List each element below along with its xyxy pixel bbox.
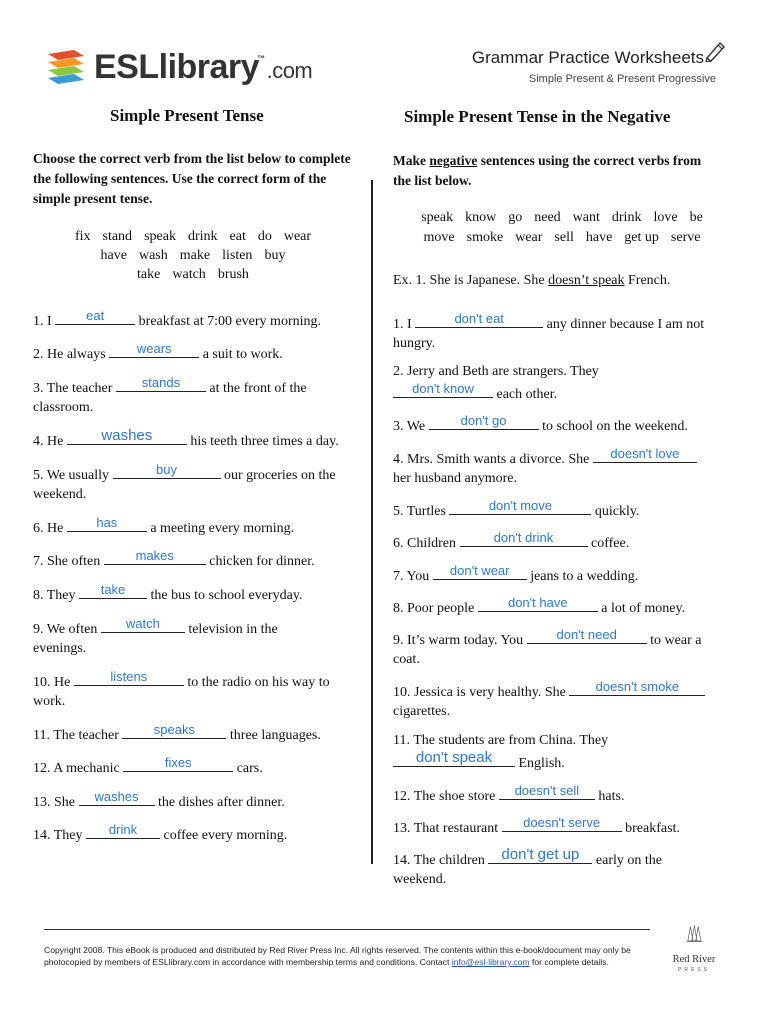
question-text: 14. They xyxy=(33,828,83,843)
question-text-continued: coffee every morning. xyxy=(163,828,288,843)
question-text-continued: breakfast. xyxy=(625,821,680,836)
question-item xyxy=(33,822,287,845)
question-text-continued: cars. xyxy=(236,761,263,776)
question-text: 9. We often xyxy=(33,622,98,637)
esl-library-logo-icon xyxy=(44,46,88,90)
question-item xyxy=(33,308,321,331)
answer-blank[interactable] xyxy=(113,462,221,479)
word-bank-word: get up xyxy=(624,230,659,245)
question-text: 12. The shoe store xyxy=(393,789,496,804)
answer-blank[interactable] xyxy=(123,755,233,772)
answer-text: doesn't sell xyxy=(514,783,580,798)
word-bank-word: wear xyxy=(283,229,312,244)
answer-blank[interactable] xyxy=(569,679,705,696)
word-bank-word: do xyxy=(257,229,272,244)
word-bank-row xyxy=(392,230,732,246)
answer-blank[interactable] xyxy=(101,616,185,633)
question-text-line2: cigarettes. xyxy=(393,704,451,719)
question-text: 7. She often xyxy=(33,554,101,569)
answer-blank[interactable] xyxy=(393,381,493,398)
esl-library-logo: ESLlibrary™.com xyxy=(94,48,313,86)
answer-text: don't eat xyxy=(454,311,504,326)
question-text-continued: to school on the weekend. xyxy=(542,419,688,434)
question-item xyxy=(393,679,705,721)
word-bank-word: move xyxy=(423,230,455,245)
question-text: 7. You xyxy=(393,569,430,584)
question-item xyxy=(33,341,283,364)
answer-text: doesn't love xyxy=(610,446,680,461)
question-item xyxy=(393,413,688,436)
question-text: 4. He xyxy=(33,434,64,449)
question-item xyxy=(393,731,608,773)
answer-blank[interactable] xyxy=(449,498,591,515)
question-text-continued: his teeth three times a day. xyxy=(190,434,339,449)
contact-email-link[interactable]: info@esl-library.com xyxy=(451,957,530,967)
word-bank-word: serve xyxy=(670,230,701,245)
answer-text: don't wear xyxy=(449,563,510,578)
question-text-continued: early on the xyxy=(595,853,662,868)
answer-text: take xyxy=(100,582,126,597)
question-text-continued: coffee. xyxy=(591,536,630,551)
question-item xyxy=(33,755,263,778)
red-river-books-icon xyxy=(668,924,722,954)
question-text-continued: at the front of the xyxy=(209,381,307,396)
answer-text: speaks xyxy=(153,722,195,737)
question-text: 13. She xyxy=(33,795,75,810)
answer-blank[interactable] xyxy=(122,722,226,739)
question-item xyxy=(393,595,685,618)
footer-divider xyxy=(44,929,650,930)
question-text-continued: the bus to school everyday. xyxy=(150,588,303,603)
question-text: 1. I xyxy=(33,314,52,329)
question-text: 11. The teacher xyxy=(33,728,119,743)
question-item xyxy=(393,563,638,586)
question-item xyxy=(33,669,330,711)
word-bank-row xyxy=(33,248,353,264)
question-text: 13. That restaurant xyxy=(393,821,499,836)
answer-blank[interactable] xyxy=(109,341,199,358)
question-text-continued: a meeting every morning. xyxy=(150,521,295,536)
question-text-continued: the dishes after dinner. xyxy=(158,795,285,810)
question-item xyxy=(393,847,662,889)
answer-blank[interactable] xyxy=(433,563,527,580)
answer-blank[interactable] xyxy=(478,595,598,612)
word-bank-word: go xyxy=(508,210,523,225)
question-item xyxy=(33,722,321,745)
question-text-continued: three languages. xyxy=(229,728,321,743)
word-bank-word: have xyxy=(585,230,613,245)
word-bank-word: want xyxy=(572,210,600,225)
question-item xyxy=(33,789,285,812)
answer-text: washes xyxy=(101,427,153,444)
answer-text: buy xyxy=(156,462,177,477)
answer-blank[interactable] xyxy=(67,515,147,532)
question-text-continued: English. xyxy=(518,756,565,771)
worksheet-subtitle: Simple Present & Present Progressive xyxy=(528,73,716,85)
word-bank-word: drink xyxy=(611,210,642,225)
answer-blank[interactable] xyxy=(74,669,184,686)
question-text: 3. The teacher xyxy=(33,381,113,396)
question-item xyxy=(33,462,336,504)
answer-blank[interactable] xyxy=(429,413,539,430)
question-text: 11. The students are from China. They xyxy=(393,733,609,748)
answer-text: stands xyxy=(141,375,181,390)
word-bank-word: have xyxy=(100,248,127,263)
publisher-name: Red River xyxy=(672,954,716,965)
pencil-icon xyxy=(704,40,728,62)
right-example: Ex. 1. She is Japanese. She doesn’t speak French. xyxy=(393,273,671,288)
question-text-line2: her husband anymore. xyxy=(393,471,518,486)
answer-blank[interactable] xyxy=(116,375,206,392)
answer-text: don't go xyxy=(460,413,507,428)
question-text: 4. Mrs. Smith wants a divorce. She xyxy=(393,452,590,467)
word-bank-word: stand xyxy=(102,229,133,244)
answer-blank[interactable] xyxy=(393,750,515,767)
word-bank-row xyxy=(33,267,353,283)
answer-blank[interactable] xyxy=(460,530,588,547)
answer-text: listens xyxy=(110,669,148,684)
left-section-title: Simple Present Tense xyxy=(110,106,264,125)
question-item xyxy=(33,582,302,605)
question-text-line2: work. xyxy=(33,694,66,709)
question-item xyxy=(33,375,307,417)
answer-blank[interactable] xyxy=(499,783,595,800)
word-bank-word: fix xyxy=(74,229,91,244)
right-section-title: Simple Present Tense in the Negative xyxy=(404,107,671,126)
answer-blank[interactable] xyxy=(593,446,697,463)
question-text-continued: any dinner because I am not xyxy=(546,317,705,332)
word-bank-word: brush xyxy=(217,267,249,282)
question-text-continued: chicken for dinner. xyxy=(209,554,315,569)
answer-blank[interactable] xyxy=(79,789,155,806)
answer-text: washes xyxy=(94,789,139,804)
word-bank-word: be xyxy=(689,210,703,225)
answer-text: don't have xyxy=(507,595,568,610)
question-text: 12. A mechanic xyxy=(33,761,120,776)
word-bank-word: speak xyxy=(144,229,176,244)
question-text: 2. He always xyxy=(33,347,106,362)
question-item xyxy=(393,498,640,521)
word-bank-word: wash xyxy=(138,248,168,263)
word-bank-word: take xyxy=(137,267,161,282)
question-text: 2. Jerry and Beth are strangers. They xyxy=(393,364,599,379)
question-text-continued: to the radio on his way to xyxy=(187,675,330,690)
question-text: 8. They xyxy=(33,588,76,603)
question-text: 5. Turtles xyxy=(393,504,446,519)
word-bank-word: wear xyxy=(515,230,543,245)
answer-blank[interactable] xyxy=(67,428,187,445)
answer-text: drink xyxy=(108,822,138,837)
question-text: 10. He xyxy=(33,675,71,690)
answer-blank[interactable] xyxy=(104,548,206,565)
right-instructions: Make negative sentences using the correct verbs from the list below. xyxy=(393,153,702,188)
answer-blank[interactable] xyxy=(527,627,647,644)
word-bank-word: know xyxy=(465,210,497,225)
question-item xyxy=(33,428,339,451)
question-text-line2: hungry. xyxy=(393,336,436,351)
word-bank-word: make xyxy=(179,248,211,263)
question-text: 5. We usually xyxy=(33,468,109,483)
question-item xyxy=(33,515,294,538)
question-text-continued: jeans to a wedding. xyxy=(530,569,639,584)
question-text-line2: evenings. xyxy=(33,641,87,656)
question-text: 14. The children xyxy=(393,853,485,868)
answer-blank[interactable] xyxy=(79,582,147,599)
answer-text: don't move xyxy=(488,498,553,513)
word-bank-word: smoke xyxy=(466,230,504,245)
answer-text: makes xyxy=(135,548,174,563)
question-item xyxy=(393,362,599,404)
word-bank-word: love xyxy=(653,210,678,225)
left-instructions: Choose the correct verb from the list below to complete the following sentences. Use the correct form of the simple present tense. xyxy=(33,151,351,206)
word-bank-word: sell xyxy=(554,230,574,245)
question-text-continued: quickly. xyxy=(594,504,640,519)
answer-text: doesn't smoke xyxy=(595,679,680,694)
answer-blank[interactable] xyxy=(55,308,135,325)
question-item xyxy=(33,548,315,571)
question-text-continued: television in the xyxy=(188,622,278,637)
question-item xyxy=(393,311,704,353)
question-text: 8. Poor people xyxy=(393,601,475,616)
question-item xyxy=(393,627,701,669)
question-item xyxy=(393,783,624,806)
question-text-continued: to wear a xyxy=(650,633,702,648)
word-bank-word: need xyxy=(534,210,561,225)
question-item xyxy=(393,446,697,488)
answer-text: eat xyxy=(86,308,105,323)
question-text: 6. He xyxy=(33,521,64,536)
question-text-continued: a suit to work. xyxy=(202,347,283,362)
copyright-notice: Copyright 2008. This eBook is produced and distributed by Red River Press Inc. All rights reserved. The contents within this e-book/document may only be photocopied by members of ESLlibrary.com in accordance with membership terms and conditions. Contact info@esl-library.com for complete details. xyxy=(44,945,631,967)
answer-text: don't need xyxy=(556,627,617,642)
word-bank-word: drink xyxy=(187,229,218,244)
word-bank-word: speak xyxy=(421,210,454,225)
word-bank-word: buy xyxy=(264,248,286,263)
answer-blank[interactable] xyxy=(86,822,160,839)
question-item xyxy=(393,815,680,838)
answer-text: wears xyxy=(136,341,172,356)
question-text-line2: coat. xyxy=(393,652,420,667)
question-text: 1. I xyxy=(393,317,412,332)
answer-text: has xyxy=(96,515,118,530)
question-text-line2: weekend. xyxy=(33,487,87,502)
answer-text: don't speak xyxy=(415,749,493,766)
question-item xyxy=(33,616,278,658)
question-text: 6. Children xyxy=(393,536,456,551)
word-bank-row xyxy=(33,229,353,245)
word-bank-word: watch xyxy=(172,267,206,282)
answer-text: fixes xyxy=(164,755,192,770)
question-text-continued: our groceries on the xyxy=(224,468,336,483)
answer-text: watch xyxy=(125,616,160,631)
column-divider xyxy=(371,180,373,864)
question-text-continued: each other. xyxy=(496,387,558,402)
word-bank-word: listen xyxy=(222,248,253,263)
answer-text: don't drink xyxy=(493,530,554,545)
question-text-continued: a lot of money. xyxy=(601,601,686,616)
answer-blank[interactable] xyxy=(488,847,592,864)
question-text: 3. We xyxy=(393,419,426,434)
worksheet-series-title: Grammar Practice Worksheets xyxy=(471,48,704,67)
publisher-subtitle: PRESS xyxy=(678,967,710,973)
question-text-continued: hats. xyxy=(598,789,625,804)
answer-text: don't get up xyxy=(501,846,580,863)
word-bank-word: eat xyxy=(229,229,246,244)
answer-blank[interactable] xyxy=(502,815,622,832)
answer-text: doesn't serve xyxy=(523,815,601,830)
question-text: 9. It’s warm today. You xyxy=(393,633,524,648)
question-text-line2: classroom. xyxy=(33,400,94,415)
question-text-line2: weekend. xyxy=(393,872,447,887)
word-bank-row xyxy=(392,210,732,226)
question-text: 10. Jessica is very healthy. She xyxy=(393,685,566,700)
question-text-continued: breakfast at 7:00 every morning. xyxy=(138,314,321,329)
question-item xyxy=(393,530,629,553)
answer-text: don't know xyxy=(412,381,474,396)
answer-blank[interactable] xyxy=(415,311,543,328)
